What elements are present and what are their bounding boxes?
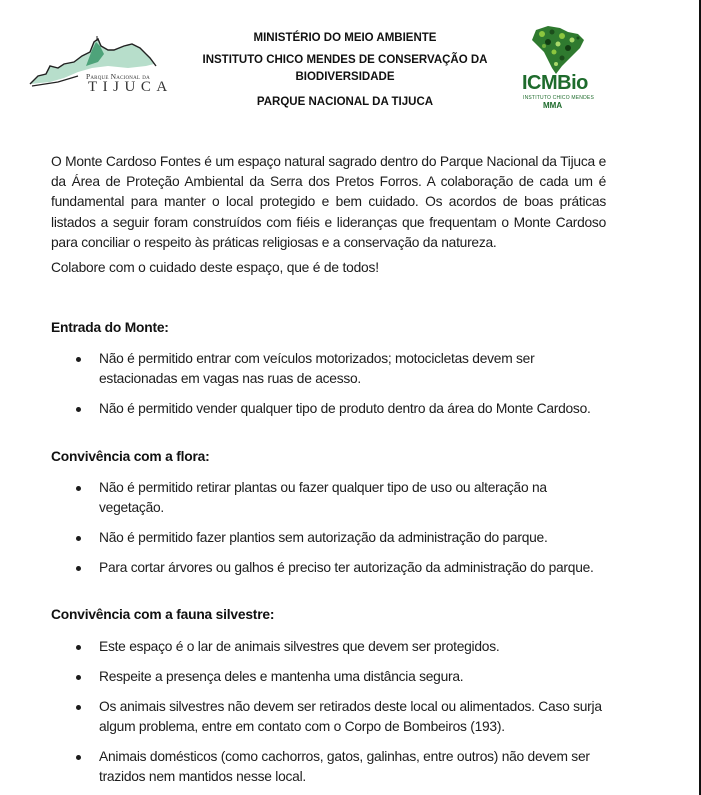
section-list-entrada: [51, 349, 611, 419]
icmbio-wordmark: ICMBio: [522, 72, 588, 94]
list-item: [51, 399, 611, 419]
header-institute-cont: BIODIVERSIDADE: [295, 71, 395, 83]
header-ministry: MINISTÉRIO DO MEIO AMBIENTE: [253, 32, 437, 44]
section-list-fauna: [51, 637, 611, 787]
list-item-text: Os animais silvestres não devem ser retirados deste local ou alimentados. Caso surja algum problema, entre em contato com o Corpo de Bombeiros (193).: [99, 699, 602, 734]
list-item: [51, 697, 611, 737]
section-heading-flora: Convivência com a flora:: [51, 449, 210, 464]
list-item-text: Para cortar árvores ou galhos é preciso ter autorização da administração do parque.: [99, 560, 594, 575]
bullet-icon: [76, 357, 81, 362]
list-item-text: Não é permitido entrar com veículos motorizados; motocicletas devem ser estacionadas em vagas nas ruas de acesso.: [99, 351, 535, 386]
list-item: [51, 558, 611, 578]
closing-paragraph: Colabore com o cuidado deste espaço, que é de todos!: [51, 260, 379, 275]
list-item-text: Este espaço é o lar de animais silvestres que devem ser protegidos.: [99, 639, 500, 654]
parque-nacional-tijuca-logo: [28, 36, 173, 96]
list-item-text: Não é permitido fazer plantios sem autorização da administração do parque.: [99, 530, 548, 545]
list-item: [51, 478, 611, 518]
icmbio-mma: MMA: [543, 101, 563, 110]
bullet-icon: [76, 645, 81, 650]
list-item-text: Respeite a presença deles e mantenha uma distância segura.: [99, 669, 464, 684]
bullet-icon: [76, 536, 81, 541]
list-item: [51, 667, 611, 687]
section-heading-entrada: Entrada do Monte:: [51, 320, 169, 335]
bullet-icon: [76, 755, 81, 760]
list-item-text: Não é permitido vender qualquer tipo de produto dentro da área do Monte Cardoso.: [99, 401, 591, 416]
section-list-flora: [51, 478, 611, 578]
icmbio-subtitle: INSTITUTO CHICO MENDES: [523, 95, 594, 101]
bullet-icon: [76, 486, 81, 491]
list-item: [51, 637, 611, 657]
section-heading-fauna: Convivência com a fauna silvestre:: [51, 607, 275, 622]
bullet-icon: [76, 705, 81, 710]
list-item-text: Não é permitido retirar plantas ou fazer qualquer tipo de uso ou alteração na vegetação.: [99, 480, 547, 515]
header-institute: INSTITUTO CHICO MENDES DE CONSERVAÇÃO DA: [202, 54, 488, 66]
logo-text-tijuca: TIJUCA: [88, 79, 173, 95]
bullet-icon: [76, 675, 81, 680]
logo-text-parque-nacional: Parque Nacional da: [86, 72, 150, 81]
list-item: [51, 747, 611, 787]
brazil-map-icon: [518, 22, 598, 77]
list-item: [51, 528, 611, 548]
header-park: PARQUE NACIONAL DA TIJUCA: [256, 96, 434, 108]
icmbio-logo: [518, 22, 598, 112]
bullet-icon: [76, 566, 81, 571]
intro-paragraph: O Monte Cardoso Fontes é um espaço natural sagrado dentro do Parque Nacional da Tijuca e da Área de Proteção Ambiental da Serra dos Pretos Forros. A colaboração de cada um é fundamental para manter o local protegido e bem cuidado. Os acordos de boas práticas listados a seguir foram construídos com fiéis e lideranças que frequentam o Monte Cardoso para conciliar o respeito às práticas religiosas e a conservação da natureza.: [51, 154, 606, 250]
list-item-text: Animais domésticos (como cachorros, gatos, galinhas, entre outros) não devem ser trazidos nem mantidos nesse local.: [99, 749, 590, 784]
bullet-icon: [76, 407, 81, 412]
list-item: [51, 349, 611, 389]
